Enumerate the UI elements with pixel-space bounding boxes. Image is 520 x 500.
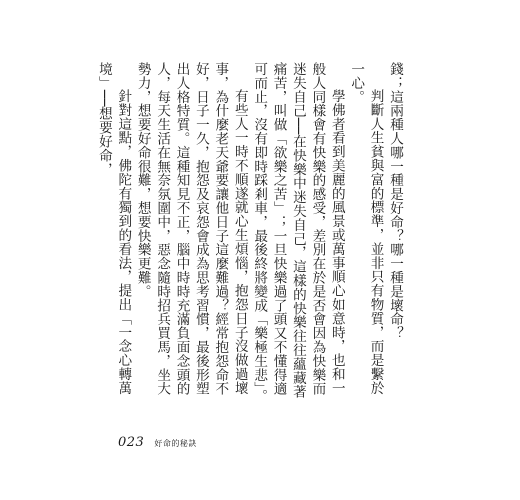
paragraph: 判斷人生貧與富的標準，並非只有物質，而是繫於一心。 [348,62,384,395]
paragraph-continuation: 錢；這兩種人哪一種是好命？哪一種是壞命？ [387,62,403,340]
paragraph: 針對這點，佛陀有獨到的看法，提出「一念心轉萬境」──想要好命， [95,62,132,395]
running-title: 好命的秘訣 [154,439,197,448]
body-text [95,62,404,404]
page-footer [118,435,197,450]
paragraph: 學佛者看到美麗的風景或萬事順心如意時，也和一般人同樣會有快樂的感受，差別在於是否會因為快樂而迷失自己──在快樂中迷失自己，這樣的快樂往往蘊藏著痛苦，叫做「欲樂之苦」；一旦快樂過了頭又不懂得適可而止，沒有即時踩剎車，最後終將變成「樂極生悲」。 [251,62,345,403]
page-number: 023 [118,435,145,450]
paragraph: 有些人一時不順遂就心生煩惱，抱怨日子沒做過壞事，為什麼老天爺要讓他日子這麼難過？經常抱怨命不好，日子一久，抱怨及哀怨會成為思考習慣，最後形塑出人格特質。這種知見不正，腦中時時充滿負面念頭的人，每天生活在無奈氛圍中，惡念隨時招兵買馬，坐大勢力，想要好命很難，想要快樂更難。 [134,62,248,396]
